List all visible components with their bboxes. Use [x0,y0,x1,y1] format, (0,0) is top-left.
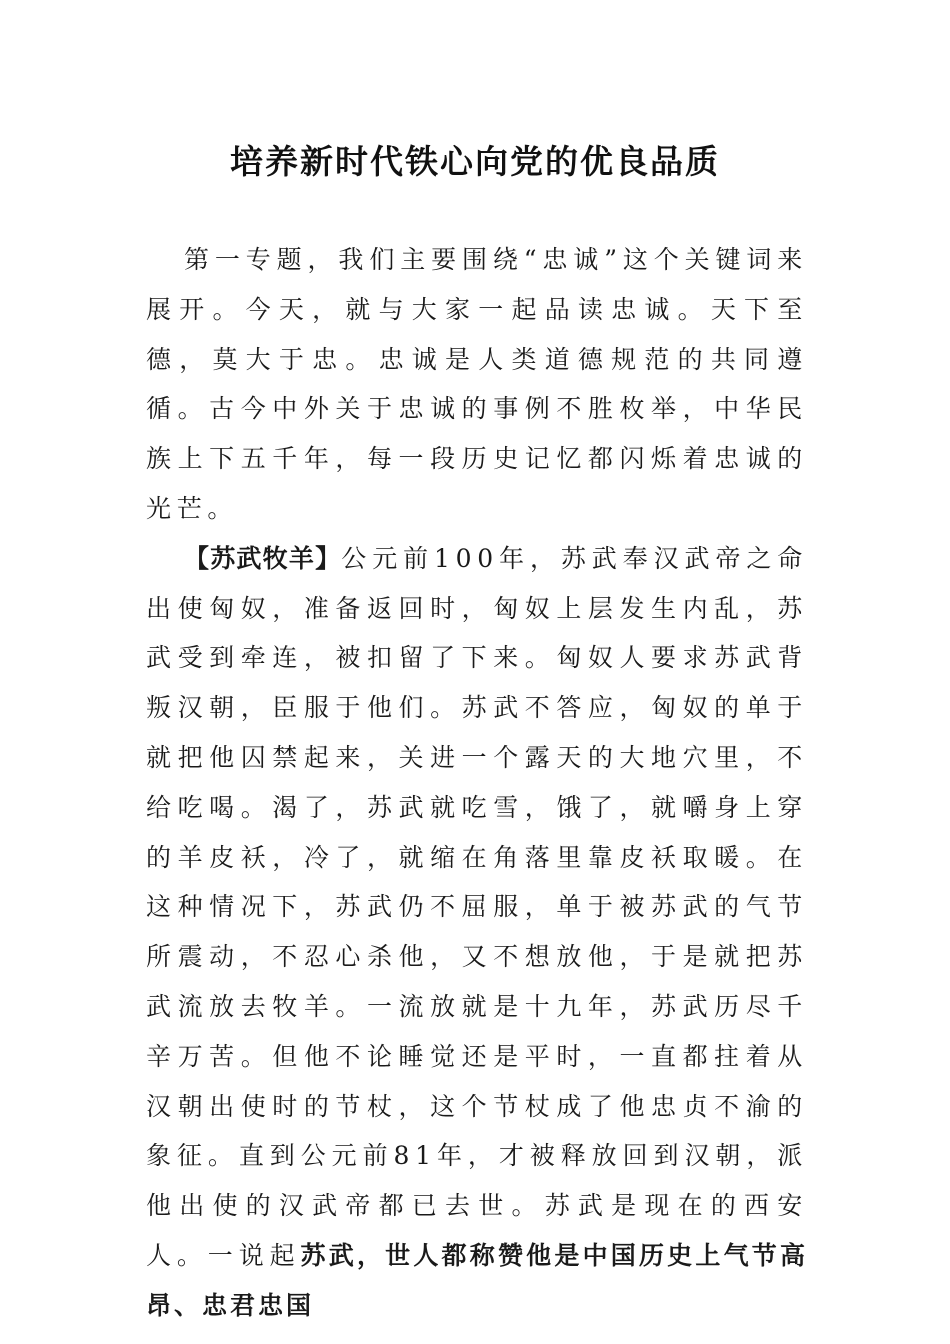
paragraph-su-wu [146,534,808,1331]
paragraph-su-wu-bold-text: 苏武，世人都称赞他是中国历史上气节高昂、忠君忠国 [146,1240,808,1320]
document-body [146,235,808,1331]
paragraph-intro: 第一专题，我们主要围绕“忠诚”这个关键词来展开。今天，就与大家一起品读忠诚。天下至德，莫大于忠。忠诚是人类道德规范的共同遵循。古今中外关于忠诚的事例不胜枚举，中华民族上下五千年，每一段历史记忆都闪烁着忠诚的光芒。 [146,245,808,523]
paragraph-su-wu-text: 公元前100年，苏武奉汉武帝之命出使匈奴，准备返回时，匈奴上层发生内乱，苏武受到牵连，被扣留了下来。匈奴人要求苏武背叛汉朝，臣服于他们。苏武不答应，匈奴的单于就把他囚禁起来，关进一个露天的大地穴里，不给吃喝。渴了，苏武就吃雪，饿了，就嚼身上穿的羊皮袄，冷了，就缩在角落里靠皮袄取暖。在这种情况下，苏武仍不屈服，单于被苏武的气节所震动，不忍心杀他，又不想放他，于是就把苏武流放去牧羊。一流放就是十九年，苏武历尽千辛万苦。但他不论睡觉还是平时，一直都拄着从汉朝出使时的节杖，这个节杖成了他忠贞不渝的象征。直到公元前81年，才被释放回到汉朝，派他出使的汉武帝都已去世。苏武是现在的西安人。一说起 [146,543,808,1270]
section-tag: 【苏武牧羊】 [184,543,342,573]
document-title: 培养新时代铁心向党的优良品质 [230,142,720,181]
